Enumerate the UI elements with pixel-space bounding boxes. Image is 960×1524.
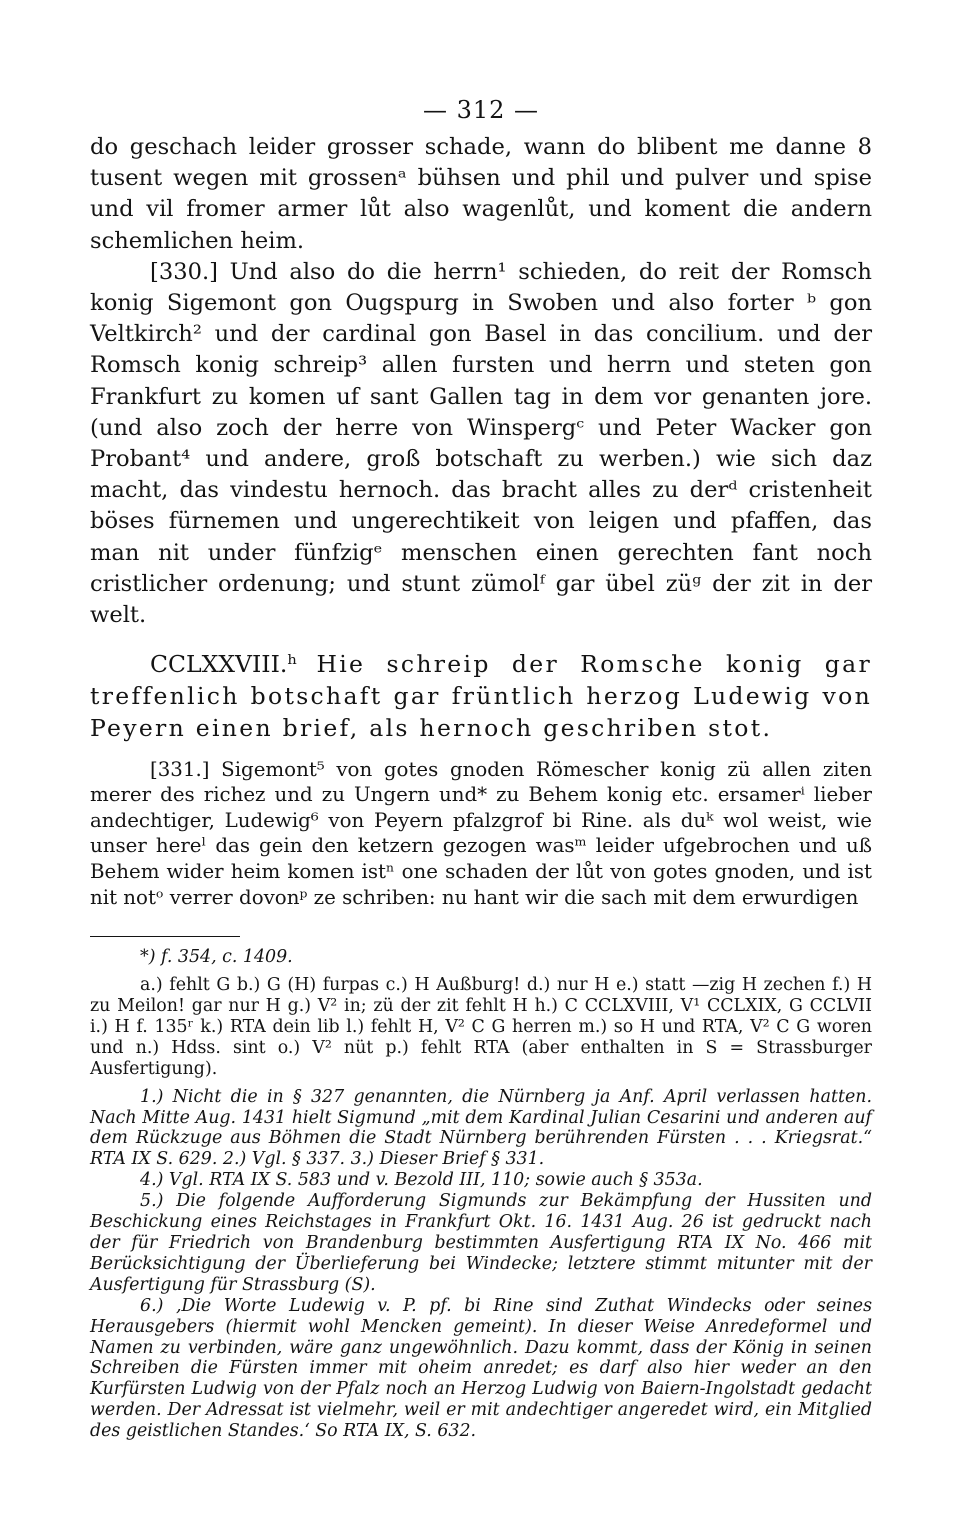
paragraph-1: do geschach leider grosser schade, wann do blibent me danne 8 tusent wegen mit grossenᵃ bühsen und phil und pulver und spise und vil fromer armer lůt also wagenlůt, und koment die andern schemlichen heim. <box>90 134 872 254</box>
footnote-1: 1.) Nicht die in § 327 genannten, die Nürnberg ja Anf. April verlassen hatten. Nach Mitte Aug. 1431 hielt Sigmund „mit dem Kardinal Julian Cesarini und anderen auf dem Rückzuge aus Böhmen die Stadt Nürnberg berührenden Fürsten . . . Kriegsrat.“ RTA IX S. 629. 2.) Vgl. § 337. 3.) Dieser Brief § 331. <box>90 1086 872 1170</box>
footnote-5: 5.) Die folgende Aufforderung Sigmunds zur Bekämpfung der Hussiten und Beschickung eines Reichstages in Frankfurt Okt. 16. 1431 Aug. 26 ist gedruckt nach der für Friedrich von Brandenburg bestimmten Ausfertigung RTA IX No. 466 mit Berücksichtigung der Überlieferung bei Windecke; letztere stimmt mitunter mit der Ausfertigung für Strassburg (S). <box>90 1191 872 1295</box>
footnotes <box>90 947 872 1442</box>
chapter-number: CCLXXVIII.ʰ <box>150 650 298 679</box>
paragraph-331: [331.] Sigemont⁵ von gotes gnoden Römescher konig zü allen ziten merer des richez und zu Ungern und* zu Behem konig etc. ersamerⁱ lieber andechtiger, Ludewig⁶ von Peyern pfalzgrof bi Rine. als duᵏ wol weist, wie unser hereˡ das gein den ketzern gezogen wasᵐ leider ufgebrochen und uß Behem wider heim komen istⁿ one schaden der lůt von gotes gnoden, und ist nit notᵒ verrer dovonᵖ ze schriben: nu hant wir die sach mit dem erwurdigen <box>90 757 872 909</box>
document-page <box>90 96 872 1442</box>
main-text <box>90 132 872 631</box>
letter-text <box>90 757 872 911</box>
page-number: — 312 — <box>422 96 540 124</box>
footnote-6: 6.) ‚Die Worte Ludewig v. P. pf. bi Rine sind Zuthat Windecks oder seines Herausgebers (hiermit wohl Mencken gemeint). In dieser Weise Anredeformel und Namen zu verbinden, wäre ganz ungewöhnlich. Dazu kommt, dass der König in seinen Schreiben die Fürsten immer mit oheim anredet; es darf also hier weder an den Kurfürsten Ludwig von der Pfalz noch an Herzog Ludwig von Baiern-Ingolstadt gedacht werden. Der Adressat ist vielmehr, weil er mit andechtiger angeredet wird, ein Mitglied des geistlichen Standes.‘ So RTA IX, S. 632. <box>90 1295 872 1442</box>
footnote-divider <box>90 936 240 937</box>
chapter-title: Hie schreip der Romsche konig gar treffenlich botschaft gar früntlich herzog Ludewig von Peyern einen brief, als hernoch geschriben stot. <box>90 650 872 742</box>
footnote-4: 4.) Vgl. RTA IX S. 583 und v. Bezold III, 110; sowie auch § 353a. <box>140 1170 703 1191</box>
footnote-variants: a.) fehlt G b.) G (H) furpas c.) H Außburg! d.) nur H e.) statt —zig H zechen f.) H zu Meilon! gar nur H g.) V² in; zü der zit fehlt H h.) C CCLXVIII, V¹ CCLXIX, G CCLVII i.) H f. 135ʳ k.) RTA dein lib l.) fehlt H, V² C G herren m.) so H und RTA, V² C G woren und n.) Hdss. sint o.) V² nüt p.) fehlt RTA (aber enthalten in S = Strassburger Ausfertigung). <box>90 975 872 1079</box>
chapter-heading <box>90 649 872 744</box>
paragraph-330: [330.] Und also do die herrn¹ schieden, do reit der Romsch konig Sigemont gon Ougspurg in Swoben und also forter ᵇ gon Veltkirch² und der cardinal gon Basel in das concilium. und der Romsch konig schreip³ allen fursten und herrn und steten gon Frankfurt zu komen uf sant Gallen tag in dem vor genanten jore. (und also zoch der herre von Winspergᶜ und Peter Wacker gon Probant⁴ und andere, groß botschaft zu werben.) wie sich daz macht, das vindestu hernoch. das bracht alles zu derᵈ cristenheit böses fürnemen und ungerechtikeit von leigen und pfaffen, das man nit under fünfzigᵉ menschen einen gerechten fant noch cristlicher ordenung; und stunt zümolᶠ gar übel züᵍ der zit in der welt. <box>90 258 872 629</box>
footnote-star: *) f. 354, c. 1409. <box>140 947 293 968</box>
